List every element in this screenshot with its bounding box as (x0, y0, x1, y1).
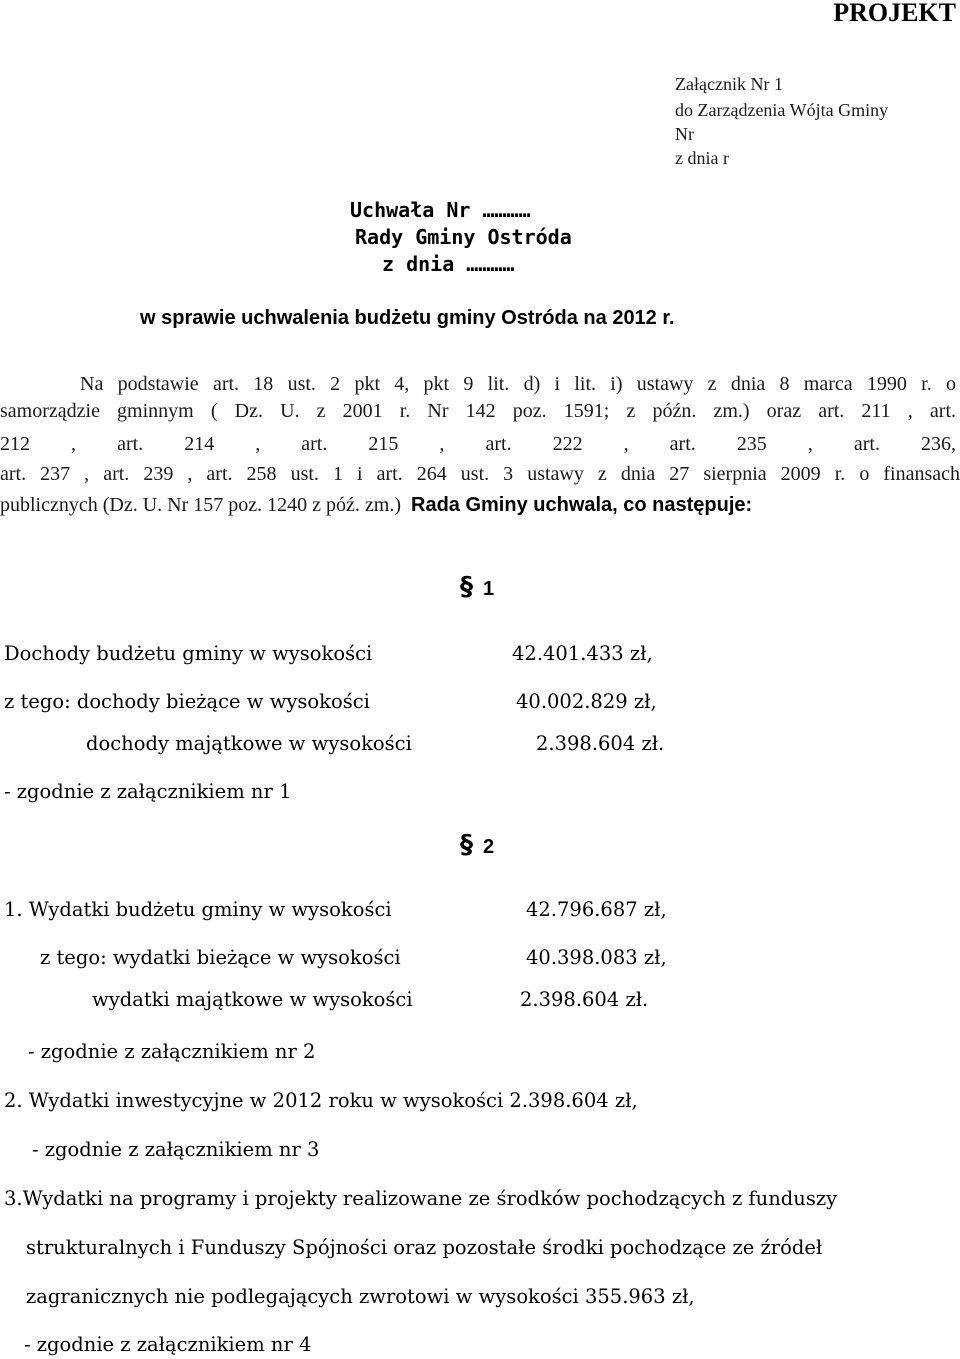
programs-line-3: zagranicznych nie podlegających zwrotowi w wysokości 355.963 zł, (26, 1285, 695, 1308)
annex-line-3: Nr (675, 124, 694, 144)
legal-basis-line-4: art. 237 , art. 239 , art. 258 ust. 1 i art. 264 ust. 3 ustawy z dnia 27 sierpnia 2009 r. o finansach (0, 463, 960, 485)
property-expenditure-label: wydatki majątkowe w wysokości (92, 988, 413, 1011)
resolution-number: Uchwała Nr ………… (350, 198, 531, 222)
council-name: Rady Gminy Ostróda (355, 225, 572, 249)
current-income-label: z tego: dochody bieżące w wysokości (4, 690, 370, 713)
section-sign: § (460, 572, 473, 602)
legal-basis-line-5 (0, 492, 752, 519)
programs-line-1: 3.Wydatki na programy i projekty realizowane ze środków pochodzących z funduszy (4, 1187, 838, 1210)
income-label: Dochody budżetu gminy w wysokości (4, 642, 373, 665)
section-number: 1 (483, 578, 495, 600)
programs-line-2: strukturalnych i Funduszy Spójności oraz pozostałe środki pochodzące ze źródeł (26, 1236, 823, 1259)
legal-basis-line-1: Na podstawie art. 18 ust. 2 pkt 4, pkt 9 lit. d) i lit. i) ustawy z dnia 8 marca 1990 r. o (80, 373, 956, 395)
current-expenditure-label: z tego: wydatki bieżące w wysokości (40, 946, 401, 969)
legal-basis-line-3: 212 , art. 214 , art. 215 , art. 222 , art. 235 , art. 236, (0, 433, 956, 455)
section-2-heading (460, 830, 494, 860)
expenditure-value: 42.796.687 zł, (526, 898, 667, 921)
enacting-formula: Rada Gminy uchwala, co następuje: (411, 494, 753, 516)
section-number: 2 (483, 836, 495, 858)
projekt-label: PROJEKT (833, 0, 956, 27)
annex-line-2: do Zarządzenia Wójta Gminy (675, 100, 889, 120)
annex-1-note: - zgodnie z załącznikiem nr 1 (4, 780, 292, 803)
resolution-date: z dnia ………… (382, 252, 515, 276)
legal-basis-citation: publicznych (Dz. U. Nr 157 poz. 1240 z póź. zm.) (0, 494, 401, 516)
investment-expenditure: 2. Wydatki inwestycyjne w 2012 roku w wysokości 2.398.604 zł, (4, 1089, 638, 1112)
property-income-label: dochody majątkowe w wysokości (86, 732, 412, 755)
legal-basis-line-2: samorządzie gminnym ( Dz. U. z 2001 r. Nr 142 poz. 1591; z późn. zm.) oraz art. 211 , art. (0, 400, 956, 422)
annex-2-note: - zgodnie z załącznikiem nr 2 (28, 1040, 316, 1063)
property-income-value: 2.398.604 zł. (536, 732, 665, 755)
income-value: 42.401.433 zł, (512, 642, 653, 665)
section-sign: § (460, 830, 473, 860)
resolution-subject: w sprawie uchwalenia budżetu gminy Ostróda na 2012 r. (140, 307, 675, 329)
current-income-value: 40.002.829 zł, (516, 690, 657, 713)
annex-line-1: Załącznik Nr 1 (675, 74, 783, 94)
expenditure-label: 1. Wydatki budżetu gminy w wysokości (4, 898, 392, 921)
section-1-heading (460, 572, 494, 602)
current-expenditure-value: 40.398.083 zł, (526, 946, 667, 969)
annex-line-4: z dnia r (675, 148, 729, 168)
annex-3-note: - zgodnie z załącznikiem nr 3 (32, 1138, 320, 1161)
annex-4-note: - zgodnie z załącznikiem nr 4 (24, 1333, 312, 1356)
property-expenditure-value: 2.398.604 zł. (520, 988, 649, 1011)
